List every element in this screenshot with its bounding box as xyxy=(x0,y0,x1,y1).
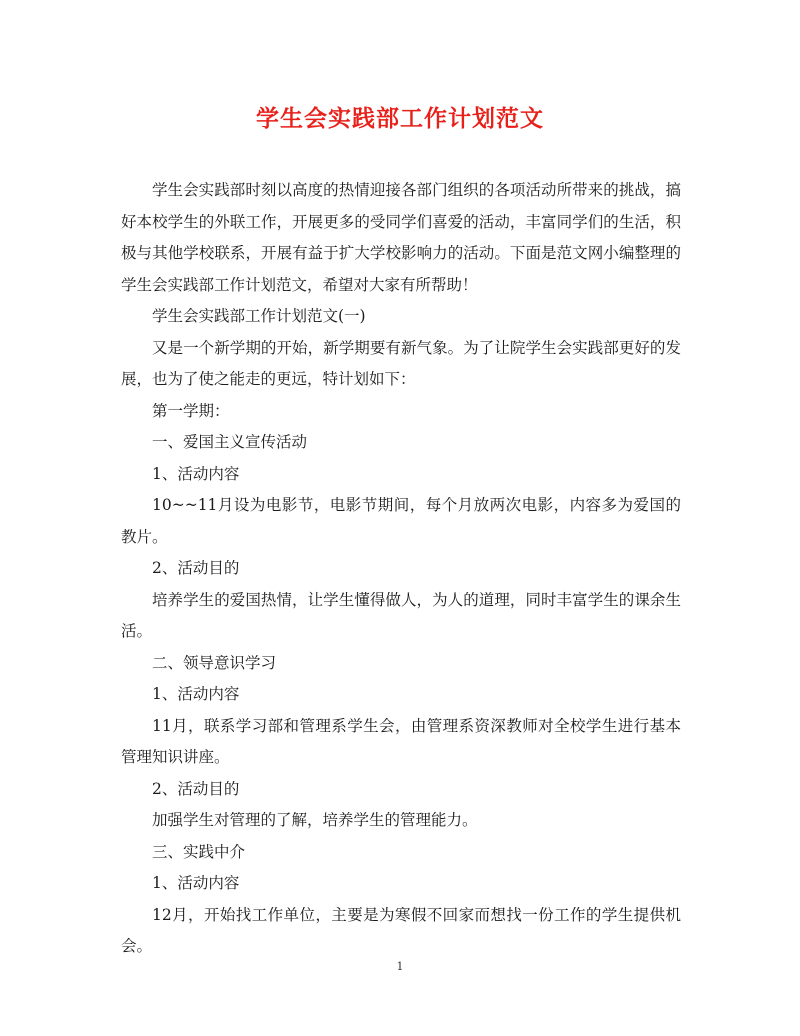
intro-paragraph: 学生会实践部时刻以高度的热情迎接各部门组织的各项活动所带来的挑战，搞好本校学生的外联工作，开展更多的受同学们喜爱的活动，丰富同学们的生活，积极与其他学校联系，开展有益于扩大学校影响力的活动。下面是范文网小编整理的学生会实践部工作计划范文，希望对大家有所帮助！ xyxy=(121,181,681,294)
section-heading: 学生会实践部工作计划范文(一) xyxy=(152,307,366,325)
subitem-heading: 1、活动内容 xyxy=(152,874,240,892)
subitem-heading: 2、活动目的 xyxy=(152,779,240,798)
item-heading: 三、实践中介 xyxy=(152,842,246,861)
document-title: 学生会实践部工作计划范文 xyxy=(256,105,544,132)
document-body xyxy=(121,175,681,963)
body-paragraph: 培养学生的爱国热情，让学生懂得做人，为人的道理，同时丰富学生的课余生活。 xyxy=(121,590,681,640)
page-number: 1 xyxy=(396,960,404,973)
subitem-heading: 2、活动目的 xyxy=(152,559,240,577)
body-paragraph: 10~~11月设为电影节，电影节期间，每个月放两次电影，内容多为爱国的教片。 xyxy=(121,496,681,546)
body-paragraph: 12月，开始找工作单位，主要是为寒假不回家而想找一份工作的学生提供机会。 xyxy=(121,905,681,955)
body-paragraph: 加强学生对管理的了解，培养学生的管理能力。 xyxy=(152,811,478,829)
item-heading: 一、爱国主义宣传活动 xyxy=(152,433,308,451)
semester-heading: 第一学期： xyxy=(152,401,230,420)
subitem-heading: 1、活动内容 xyxy=(152,685,240,703)
item-heading: 二、领导意识学习 xyxy=(152,653,277,672)
body-paragraph: 11月，联系学习部和管理系学生会，由管理系资深教师对全校学生进行基本管理知识讲座。 xyxy=(121,716,681,766)
subitem-heading: 1、活动内容 xyxy=(152,464,240,483)
body-paragraph: 又是一个新学期的开始，新学期要有新气象。为了让院学生会实践部更好的发展，也为了使之能走的更远，特计划如下： xyxy=(121,338,681,388)
